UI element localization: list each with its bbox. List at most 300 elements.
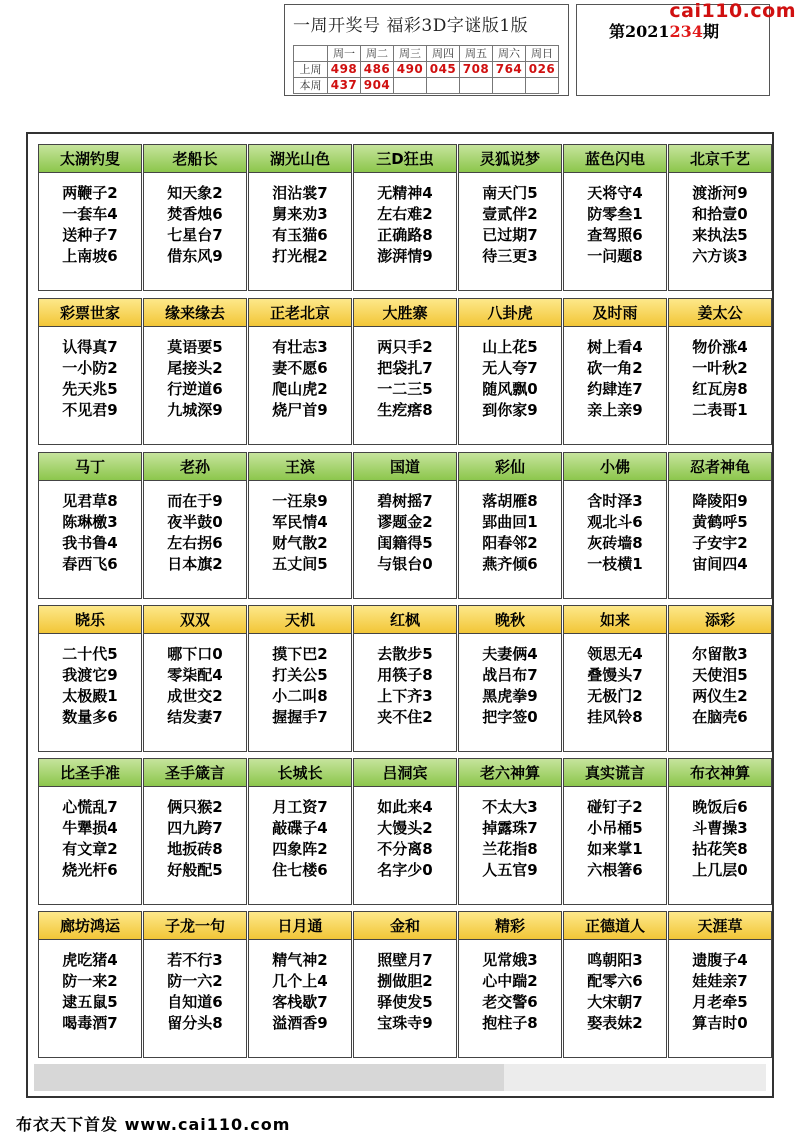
- riddle-line: 子安宇2: [692, 534, 748, 552]
- riddle-line: 随风飘0: [482, 380, 538, 398]
- riddle-line: 不太大3: [482, 798, 538, 816]
- card-title: 如来: [564, 606, 666, 634]
- this-week-row: [294, 78, 559, 94]
- riddle-line: 在脑壳6: [692, 708, 748, 726]
- riddle-line: 如来掌1: [587, 840, 643, 858]
- card-title: 北京千艺: [669, 145, 771, 173]
- card-title: 王滨: [249, 453, 351, 481]
- draw-number: [493, 78, 526, 94]
- draw-number: [526, 78, 559, 94]
- card-riddle-lines: [669, 183, 771, 267]
- card-title: 正老北京: [249, 299, 351, 327]
- riddle-line: 与银台0: [377, 555, 433, 573]
- card-riddle-lines: [459, 491, 561, 575]
- riddle-card: [38, 298, 142, 445]
- row-label: 本周: [294, 78, 328, 94]
- card-title: 三D狂虫: [354, 145, 456, 173]
- riddle-line: 挂风铃8: [587, 708, 643, 726]
- card-riddle-lines: [144, 950, 246, 1034]
- riddle-line: 领思无4: [587, 645, 643, 663]
- card-title: 八卦虎: [459, 299, 561, 327]
- card-title: 忍者神龟: [669, 453, 771, 481]
- card-title: 缘来缘去: [144, 299, 246, 327]
- card-riddle-lines: [144, 337, 246, 421]
- riddle-line: 树上看4: [587, 338, 643, 356]
- card-riddle-lines: [39, 644, 141, 728]
- riddle-card: [668, 452, 772, 599]
- card-title: 蓝色闪电: [564, 145, 666, 173]
- riddle-line: 摸下巴2: [272, 645, 328, 663]
- riddle-line: 防零叁1: [587, 205, 643, 223]
- card-title: 吕洞宾: [354, 759, 456, 787]
- riddle-line: 好般配5: [167, 861, 223, 879]
- riddle-card: [563, 758, 667, 905]
- weekday-row: [294, 46, 559, 62]
- riddle-line: 把字签0: [482, 708, 538, 726]
- riddle-line: 敲碟子4: [272, 819, 328, 837]
- riddle-line: 大宋朝7: [587, 993, 643, 1011]
- riddle-line: 打光棍2: [272, 247, 328, 265]
- riddle-line: 陈琳檄3: [62, 513, 118, 531]
- riddle-line: 不见君9: [62, 401, 118, 419]
- riddle-card: [143, 452, 247, 599]
- lottery-results-panel: [284, 4, 569, 96]
- riddle-line: 驿使发5: [377, 993, 433, 1011]
- riddle-line: 两仪生2: [692, 687, 748, 705]
- riddle-card: [248, 758, 352, 905]
- riddle-line: 防一来2: [62, 972, 118, 990]
- riddle-line: 精气神2: [272, 951, 328, 969]
- draw-number: [394, 78, 427, 94]
- riddle-line: 俩只猴2: [167, 798, 223, 816]
- card-riddle-lines: [669, 337, 771, 421]
- weekly-results-table: [293, 45, 559, 94]
- riddle-line: 小二叫8: [272, 687, 328, 705]
- card-title: 圣手箴言: [144, 759, 246, 787]
- card-riddle-lines: [354, 183, 456, 267]
- brand-logo: cai110.com: [669, 0, 796, 22]
- card-riddle-lines: [564, 337, 666, 421]
- card-riddle-lines: [354, 644, 456, 728]
- day-header: 周五: [460, 46, 493, 62]
- card-title: 老六神算: [459, 759, 561, 787]
- riddle-line: 夹不住2: [377, 708, 433, 726]
- riddle-card: [353, 452, 457, 599]
- riddle-line: 老交警6: [482, 993, 538, 1011]
- card-riddle-lines: [249, 644, 351, 728]
- riddle-line: 六方谈3: [692, 247, 748, 265]
- riddle-line: 成世交2: [167, 687, 223, 705]
- riddle-line: 防一六2: [167, 972, 223, 990]
- card-riddle-lines: [39, 797, 141, 881]
- draw-number: [427, 78, 460, 94]
- card-riddle-lines: [669, 950, 771, 1034]
- corner-cell: [294, 46, 328, 62]
- card-title: 太湖钓叟: [39, 145, 141, 173]
- riddle-card: [668, 911, 772, 1058]
- card-riddle-lines: [459, 183, 561, 267]
- draw-number: [460, 78, 493, 94]
- riddle-line: 一套车4: [62, 205, 118, 223]
- riddle-card: [563, 452, 667, 599]
- riddle-card: [353, 605, 457, 752]
- riddle-line: 两鞭子2: [62, 184, 118, 202]
- riddle-line: 牛犟损4: [62, 819, 118, 837]
- riddle-line: 叠馒头7: [587, 666, 643, 684]
- riddle-line: 含时泽3: [587, 492, 643, 510]
- card-riddle-lines: [39, 183, 141, 267]
- card-riddle-lines: [564, 491, 666, 575]
- card-title: 晓乐: [39, 606, 141, 634]
- riddle-line: 澎湃情9: [377, 247, 433, 265]
- riddle-line: 抱柱子8: [482, 1014, 538, 1032]
- riddle-line: 郢曲回1: [482, 513, 538, 531]
- riddle-line: 查驾照6: [587, 226, 643, 244]
- riddle-line: 见常娥3: [482, 951, 538, 969]
- day-header: 周三: [394, 46, 427, 62]
- riddle-line: 晚饭后6: [692, 798, 748, 816]
- card-title: 精彩: [459, 912, 561, 940]
- riddle-line: 有玉猫6: [272, 226, 328, 244]
- riddle-line: 配零六6: [587, 972, 643, 990]
- row-label: 上周: [294, 62, 328, 78]
- card-title: 双双: [144, 606, 246, 634]
- riddle-line: 待三更3: [482, 247, 538, 265]
- riddle-line: 军民情4: [272, 513, 328, 531]
- riddle-line: 捌做胆2: [377, 972, 433, 990]
- draw-number: 708: [460, 62, 493, 78]
- card-title: 正德道人: [564, 912, 666, 940]
- riddle-line: 生疙瘩8: [377, 401, 433, 419]
- riddle-line: 宝珠寺9: [377, 1014, 433, 1032]
- card-title: 小佛: [564, 453, 666, 481]
- draw-number: 486: [361, 62, 394, 78]
- riddle-card: [248, 911, 352, 1058]
- riddle-line: 上下齐3: [377, 687, 433, 705]
- riddle-line: 而在于9: [167, 492, 223, 510]
- card-riddle-lines: [564, 183, 666, 267]
- card-riddle-lines: [39, 950, 141, 1034]
- riddle-line: 不分离8: [377, 840, 433, 858]
- riddle-card: [668, 298, 772, 445]
- riddle-line: 见君草8: [62, 492, 118, 510]
- riddle-line: 无极门2: [587, 687, 643, 705]
- riddle-line: 一叶秋2: [692, 359, 748, 377]
- riddle-line: 行逆道6: [167, 380, 223, 398]
- riddle-line: 送种子7: [62, 226, 118, 244]
- riddle-line: 四九跨7: [167, 819, 223, 837]
- riddle-line: 握握手7: [272, 708, 328, 726]
- riddle-line: 尾接头2: [167, 359, 223, 377]
- riddle-line: 上南坡6: [62, 247, 118, 265]
- riddle-card: [143, 605, 247, 752]
- riddle-line: 黑虎拳9: [482, 687, 538, 705]
- card-riddle-lines: [564, 797, 666, 881]
- riddle-line: 红瓦房8: [692, 380, 748, 398]
- last-week-row: [294, 62, 559, 78]
- riddle-line: 到你家9: [482, 401, 538, 419]
- riddle-card: [38, 144, 142, 291]
- card-title: 金和: [354, 912, 456, 940]
- day-header: 周日: [526, 46, 559, 62]
- card-title: 真实谎言: [564, 759, 666, 787]
- riddle-line: 溢酒香9: [272, 1014, 328, 1032]
- riddle-line: 一小防2: [62, 359, 118, 377]
- issue-number: [609, 19, 719, 42]
- riddle-line: 夫妻俩4: [482, 645, 538, 663]
- riddle-line: 正确路8: [377, 226, 433, 244]
- riddle-line: 逮五鼠5: [62, 993, 118, 1011]
- card-title: 湖光山色: [249, 145, 351, 173]
- riddle-line: 约肆连7: [587, 380, 643, 398]
- riddle-line: 结发妻7: [167, 708, 223, 726]
- riddle-line: 认得真7: [62, 338, 118, 356]
- riddle-line: 五丈间5: [272, 555, 328, 573]
- riddle-line: 战吕布7: [482, 666, 538, 684]
- draw-number: 026: [526, 62, 559, 78]
- riddle-line: 太极殿1: [62, 687, 118, 705]
- riddle-line: 地扳砖8: [167, 840, 223, 858]
- issue-highlight: 234: [669, 22, 703, 41]
- riddle-line: 留分头8: [167, 1014, 223, 1032]
- riddle-line: 住七楼6: [272, 861, 328, 879]
- card-riddle-lines: [354, 491, 456, 575]
- day-header: 周一: [328, 46, 361, 62]
- riddle-grid: [26, 132, 774, 1098]
- riddle-card: [143, 298, 247, 445]
- card-title: 布衣神算: [669, 759, 771, 787]
- card-riddle-lines: [249, 950, 351, 1034]
- riddle-line: 壹贰伴2: [482, 205, 538, 223]
- riddle-line: 如此来4: [377, 798, 433, 816]
- riddle-line: 降陵阳9: [692, 492, 748, 510]
- card-riddle-lines: [249, 491, 351, 575]
- riddle-line: 砍一角2: [587, 359, 643, 377]
- riddle-line: 山上花5: [482, 338, 538, 356]
- riddle-line: 无人夸7: [482, 359, 538, 377]
- riddle-line: 观北斗6: [587, 513, 643, 531]
- riddle-card: [248, 452, 352, 599]
- riddle-line: 一二三5: [377, 380, 433, 398]
- riddle-line: 算吉时0: [692, 1014, 748, 1032]
- riddle-line: 名字少0: [377, 861, 433, 879]
- riddle-line: 若不行3: [167, 951, 223, 969]
- footer-bar-inset: [504, 1064, 766, 1091]
- riddle-card: [458, 298, 562, 445]
- card-riddle-lines: [669, 797, 771, 881]
- riddle-line: 人五官9: [482, 861, 538, 879]
- riddle-line: 一枝横1: [587, 555, 643, 573]
- riddle-line: 无精神4: [377, 184, 433, 202]
- day-header: 周二: [361, 46, 394, 62]
- riddle-card: [668, 758, 772, 905]
- riddle-card: [563, 298, 667, 445]
- riddle-line: 数量多6: [62, 708, 118, 726]
- riddle-line: 照壁月7: [377, 951, 433, 969]
- riddle-line: 知天象2: [167, 184, 223, 202]
- riddle-line: 天使泪5: [692, 666, 748, 684]
- riddle-line: 兰花指8: [482, 840, 538, 858]
- riddle-line: 零柒配4: [167, 666, 223, 684]
- card-title: 天机: [249, 606, 351, 634]
- card-riddle-lines: [39, 337, 141, 421]
- riddle-line: 自知道6: [167, 993, 223, 1011]
- riddle-line: 用筷子8: [377, 666, 433, 684]
- card-title: 子龙一句: [144, 912, 246, 940]
- draw-number: 498: [328, 62, 361, 78]
- riddle-card: [143, 758, 247, 905]
- card-title: 大胜寨: [354, 299, 456, 327]
- riddle-card: [38, 758, 142, 905]
- riddle-card: [353, 144, 457, 291]
- riddle-card: [668, 144, 772, 291]
- riddle-line: 先天兆5: [62, 380, 118, 398]
- riddle-line: 心中踹2: [482, 972, 538, 990]
- riddle-line: 九城深9: [167, 401, 223, 419]
- riddle-line: 南天门5: [482, 184, 538, 202]
- riddle-line: 虎吃猪4: [62, 951, 118, 969]
- riddle-card: [353, 911, 457, 1058]
- card-riddle-lines: [669, 491, 771, 575]
- riddle-line: 宙间四4: [692, 555, 748, 573]
- riddle-line: 尔留散3: [692, 645, 748, 663]
- riddle-line: 夜半鼓0: [167, 513, 223, 531]
- riddle-card: [248, 298, 352, 445]
- riddle-line: 莫语要5: [167, 338, 223, 356]
- riddle-card: [38, 605, 142, 752]
- card-title: 比圣手准: [39, 759, 141, 787]
- footer-text: 布衣天下首发 www.cai110.com: [16, 1115, 291, 1134]
- riddle-line: 爬山虎2: [272, 380, 328, 398]
- riddle-line: 妻不愿6: [272, 359, 328, 377]
- riddle-line: 左右难2: [377, 205, 433, 223]
- riddle-card: [353, 298, 457, 445]
- card-riddle-lines: [144, 491, 246, 575]
- card-riddle-lines: [144, 797, 246, 881]
- issue-prefix: 第2021: [609, 22, 670, 41]
- riddle-card: [248, 605, 352, 752]
- draw-number: 045: [427, 62, 460, 78]
- card-riddle-lines: [39, 491, 141, 575]
- card-title: 国道: [354, 453, 456, 481]
- riddle-card: [353, 758, 457, 905]
- card-riddle-lines: [459, 950, 561, 1034]
- riddle-line: 燕齐倾6: [482, 555, 538, 573]
- card-riddle-lines: [144, 644, 246, 728]
- riddle-line: 日本旗2: [167, 555, 223, 573]
- riddle-line: 上几层0: [692, 861, 748, 879]
- riddle-card: [668, 605, 772, 752]
- riddle-line: 有文章2: [62, 840, 118, 858]
- riddle-line: 客栈歇7: [272, 993, 328, 1011]
- card-title: 及时雨: [564, 299, 666, 327]
- riddle-line: 把袋扎7: [377, 359, 433, 377]
- riddle-line: 黄鹤呼5: [692, 513, 748, 531]
- riddle-card: [143, 911, 247, 1058]
- riddle-line: 落胡雁8: [482, 492, 538, 510]
- riddle-line: 借东风9: [167, 247, 223, 265]
- draw-number: 437: [328, 78, 361, 94]
- card-riddle-lines: [459, 797, 561, 881]
- riddle-card: [458, 144, 562, 291]
- riddle-line: 左右拐6: [167, 534, 223, 552]
- card-title: 姜太公: [669, 299, 771, 327]
- card-title: 长城长: [249, 759, 351, 787]
- card-riddle-lines: [669, 644, 771, 728]
- card-riddle-lines: [354, 337, 456, 421]
- riddle-card: [143, 144, 247, 291]
- riddle-line: 渡浙河9: [692, 184, 748, 202]
- card-riddle-lines: [564, 644, 666, 728]
- riddle-line: 大馒头2: [377, 819, 433, 837]
- card-riddle-lines: [249, 337, 351, 421]
- riddle-card: [458, 758, 562, 905]
- riddle-line: 去散步5: [377, 645, 433, 663]
- card-riddle-lines: [354, 950, 456, 1034]
- footer-bar: [34, 1064, 766, 1091]
- riddle-line: 小吊桶5: [587, 819, 643, 837]
- riddle-card: [458, 911, 562, 1058]
- riddle-card: [248, 144, 352, 291]
- riddle-line: 月老牵5: [692, 993, 748, 1011]
- card-title: 廊坊鸿运: [39, 912, 141, 940]
- issue-suffix: 期: [702, 22, 719, 41]
- draw-number: 490: [394, 62, 427, 78]
- riddle-line: 斗曹操3: [692, 819, 748, 837]
- card-title: 彩票世家: [39, 299, 141, 327]
- riddle-line: 哪下口0: [167, 645, 223, 663]
- riddle-card: [563, 911, 667, 1058]
- riddle-line: 几个上4: [272, 972, 328, 990]
- riddle-line: 鸣朝阳3: [587, 951, 643, 969]
- riddle-card: [563, 144, 667, 291]
- riddle-card: [563, 605, 667, 752]
- riddle-line: 六根箸6: [587, 861, 643, 879]
- page-title: 一周开奖号 福彩3D字谜版1版: [293, 16, 529, 36]
- riddle-card: [38, 452, 142, 599]
- riddle-line: 一问题8: [587, 247, 643, 265]
- riddle-card: [458, 605, 562, 752]
- card-title: 灵狐说梦: [459, 145, 561, 173]
- card-title: 老船长: [144, 145, 246, 173]
- riddle-line: 闺籍得5: [377, 534, 433, 552]
- riddle-line: 焚香烛6: [167, 205, 223, 223]
- riddle-line: 两只手2: [377, 338, 433, 356]
- card-title: 彩仙: [459, 453, 561, 481]
- riddle-line: 有壮志3: [272, 338, 328, 356]
- riddle-line: 舅来劝3: [272, 205, 328, 223]
- riddle-line: 烧光杆6: [62, 861, 118, 879]
- riddle-line: 四象阵2: [272, 840, 328, 858]
- riddle-card: [38, 911, 142, 1058]
- riddle-line: 一汪泉9: [272, 492, 328, 510]
- riddle-line: 和拾壹0: [692, 205, 748, 223]
- riddle-line: 月工资7: [272, 798, 328, 816]
- riddle-line: 我渡它9: [62, 666, 118, 684]
- card-title: 红枫: [354, 606, 456, 634]
- riddle-line: 掉露珠7: [482, 819, 538, 837]
- riddle-line: 谬题金2: [377, 513, 433, 531]
- riddle-line: 娶表妹2: [587, 1014, 643, 1032]
- card-riddle-lines: [144, 183, 246, 267]
- card-title: 天涯草: [669, 912, 771, 940]
- card-riddle-lines: [564, 950, 666, 1034]
- card-title: 添彩: [669, 606, 771, 634]
- riddle-line: 阳春邻2: [482, 534, 538, 552]
- day-header: 周六: [493, 46, 526, 62]
- riddle-line: 烧尸首9: [272, 401, 328, 419]
- card-title: 马丁: [39, 453, 141, 481]
